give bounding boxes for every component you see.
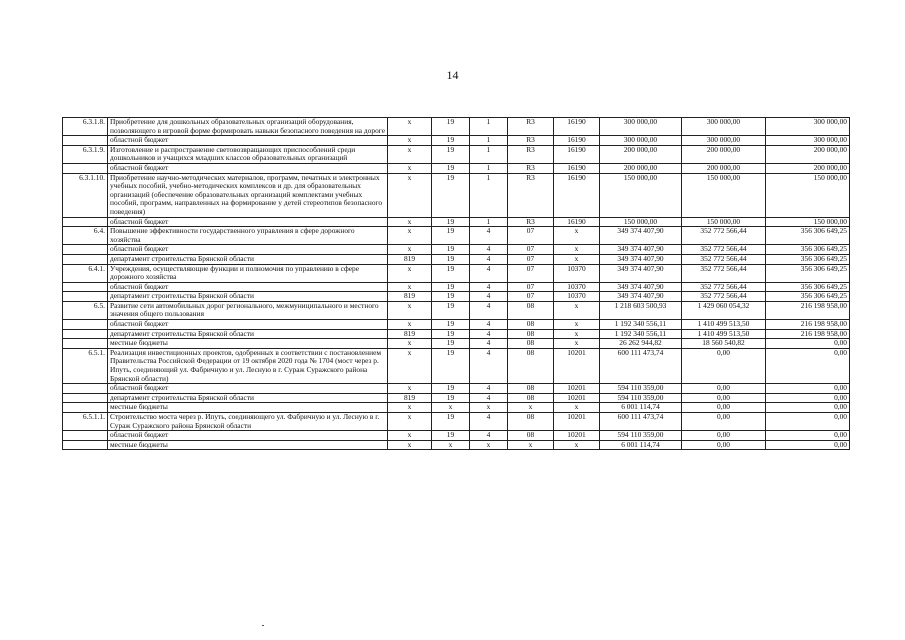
code-subprogram-cell: 4 bbox=[470, 393, 508, 403]
code-program-cell: 19 bbox=[432, 173, 470, 217]
code-program-cell: 19 bbox=[432, 245, 470, 255]
code-subprogram-cell: 1 bbox=[470, 118, 508, 136]
page-number: 14 bbox=[446, 68, 459, 82]
table-row bbox=[63, 384, 850, 394]
row-number-cell bbox=[63, 384, 108, 394]
amount-year3-cell: 150 000,00 bbox=[766, 217, 850, 227]
code-ministry-cell: x bbox=[388, 245, 432, 255]
description-cell: Приобретение научно-методических материалов, программ, печатных и электронных учебных пособий, учебно-методических комплексов и др. для образовательных организаций (обеспечение образовательных организаций комплектами учебных пособий, программ, направленных на формирование у детей стереотипов безопасного поведения) bbox=[108, 173, 388, 217]
amount-year1-cell: 594 110 359,00 bbox=[600, 384, 682, 394]
amount-year2-cell: 352 772 566,44 bbox=[682, 264, 766, 282]
row-number-cell bbox=[63, 163, 108, 173]
description-cell: Учреждения, осуществляющие функции и полномочия по управлению в сфере дорожного хозяйства bbox=[108, 264, 388, 282]
table-row bbox=[63, 292, 850, 302]
code-direction-cell: 07 bbox=[508, 245, 554, 255]
code-item-cell: x bbox=[554, 227, 600, 245]
amount-year1-cell: 600 111 473,74 bbox=[600, 413, 682, 431]
code-item-cell: 10201 bbox=[554, 384, 600, 394]
row-number-cell bbox=[63, 245, 108, 255]
code-subprogram-cell: 1 bbox=[470, 163, 508, 173]
code-item-cell: x bbox=[554, 320, 600, 330]
code-program-cell: 19 bbox=[432, 393, 470, 403]
code-ministry-cell: 819 bbox=[388, 393, 432, 403]
amount-year3-cell: 216 198 958,00 bbox=[766, 301, 850, 319]
code-item-cell: 10201 bbox=[554, 348, 600, 383]
code-direction-cell: 08 bbox=[508, 329, 554, 339]
amount-year1-cell: 594 110 359,00 bbox=[600, 431, 682, 441]
table-row bbox=[63, 217, 850, 227]
code-program-cell: 19 bbox=[432, 145, 470, 163]
amount-year3-cell: 356 306 649,25 bbox=[766, 264, 850, 282]
code-ministry-cell: x bbox=[388, 413, 432, 431]
code-item-cell: 10370 bbox=[554, 264, 600, 282]
table-row bbox=[63, 173, 850, 217]
code-ministry-cell: x bbox=[388, 403, 432, 413]
amount-year3-cell: 0,00 bbox=[766, 413, 850, 431]
amount-year1-cell: 150 000,00 bbox=[600, 173, 682, 217]
row-number-cell bbox=[63, 254, 108, 264]
amount-year3-cell: 0,00 bbox=[766, 393, 850, 403]
code-direction-cell: R3 bbox=[508, 173, 554, 217]
code-direction-cell: x bbox=[508, 403, 554, 413]
code-item-cell: x bbox=[554, 403, 600, 413]
code-program-cell: 19 bbox=[432, 348, 470, 383]
description-cell: департамент строительства Брянской области bbox=[108, 292, 388, 302]
table-row bbox=[63, 282, 850, 292]
amount-year2-cell: 1 429 060 054,32 bbox=[682, 301, 766, 319]
amount-year2-cell: 0,00 bbox=[682, 348, 766, 383]
code-ministry-cell: x bbox=[388, 145, 432, 163]
amount-year3-cell: 356 306 649,25 bbox=[766, 245, 850, 255]
code-ministry-cell: x bbox=[388, 136, 432, 146]
code-direction-cell: 07 bbox=[508, 254, 554, 264]
amount-year3-cell: 356 306 649,25 bbox=[766, 227, 850, 245]
description-cell: областной бюджет bbox=[108, 245, 388, 255]
code-direction-cell: R3 bbox=[508, 163, 554, 173]
code-ministry-cell: x bbox=[388, 227, 432, 245]
code-direction-cell: R3 bbox=[508, 145, 554, 163]
table-row bbox=[63, 320, 850, 330]
description-cell: местные бюджеты bbox=[108, 339, 388, 349]
amount-year1-cell: 349 374 407,90 bbox=[600, 245, 682, 255]
table-row bbox=[63, 136, 850, 146]
table-row bbox=[63, 145, 850, 163]
amount-year2-cell: 0,00 bbox=[682, 403, 766, 413]
row-number-cell: 6.5.1.1. bbox=[63, 413, 108, 431]
amount-year3-cell: 300 000,00 bbox=[766, 118, 850, 136]
row-number-cell bbox=[63, 393, 108, 403]
code-ministry-cell: x bbox=[388, 301, 432, 319]
description-cell: Реализация инвестиционных проектов, одобренных в соответствии с постановлением Правительства Российской Федерации от 19 октября 2020 года № 1704 (мост через р. Ипуть, соединяющий ул. Фабричную и ул. Лесную в г. Сураж Суражского района Брянской области) bbox=[108, 348, 388, 383]
code-ministry-cell: x bbox=[388, 217, 432, 227]
row-number-cell: 6.5.1. bbox=[63, 348, 108, 383]
table-row bbox=[63, 393, 850, 403]
description-cell: департамент строительства Брянской области bbox=[108, 329, 388, 339]
amount-year1-cell: 349 374 407,90 bbox=[600, 227, 682, 245]
amount-year1-cell: 349 374 407,90 bbox=[600, 264, 682, 282]
row-number-cell bbox=[63, 403, 108, 413]
description-cell: департамент строительства Брянской области bbox=[108, 254, 388, 264]
code-ministry-cell: x bbox=[388, 282, 432, 292]
amount-year2-cell: 1 410 499 513,50 bbox=[682, 320, 766, 330]
code-program-cell: 19 bbox=[432, 217, 470, 227]
code-item-cell: 16190 bbox=[554, 145, 600, 163]
code-direction-cell: R3 bbox=[508, 217, 554, 227]
amount-year2-cell: 0,00 bbox=[682, 384, 766, 394]
amount-year1-cell: 150 000,00 bbox=[600, 217, 682, 227]
code-program-cell: 19 bbox=[432, 136, 470, 146]
code-item-cell: x bbox=[554, 245, 600, 255]
code-ministry-cell: x bbox=[388, 431, 432, 441]
row-number-cell bbox=[63, 136, 108, 146]
amount-year3-cell: 200 000,00 bbox=[766, 145, 850, 163]
row-number-cell bbox=[63, 217, 108, 227]
row-number-cell: 6.4.1. bbox=[63, 264, 108, 282]
code-subprogram-cell: 4 bbox=[470, 245, 508, 255]
row-number-cell bbox=[63, 320, 108, 330]
amount-year1-cell: 200 000,00 bbox=[600, 145, 682, 163]
table-row bbox=[63, 413, 850, 431]
table-row bbox=[63, 431, 850, 441]
code-ministry-cell: 819 bbox=[388, 292, 432, 302]
description-cell: областной бюджет bbox=[108, 431, 388, 441]
code-item-cell: 10370 bbox=[554, 282, 600, 292]
code-direction-cell: 07 bbox=[508, 282, 554, 292]
code-program-cell: x bbox=[432, 403, 470, 413]
amount-year2-cell: 300 000,00 bbox=[682, 136, 766, 146]
amount-year1-cell: 349 374 407,90 bbox=[600, 292, 682, 302]
table-row bbox=[63, 227, 850, 245]
code-direction-cell: 08 bbox=[508, 393, 554, 403]
table-row bbox=[63, 329, 850, 339]
description-cell: местные бюджеты bbox=[108, 403, 388, 413]
description-cell: областной бюджет bbox=[108, 384, 388, 394]
amount-year3-cell: 0,00 bbox=[766, 384, 850, 394]
code-program-cell: 19 bbox=[432, 163, 470, 173]
amount-year3-cell: 0,00 bbox=[766, 403, 850, 413]
amount-year2-cell: 200 000,00 bbox=[682, 163, 766, 173]
amount-year3-cell: 356 306 649,25 bbox=[766, 282, 850, 292]
amount-year1-cell: 349 374 407,90 bbox=[600, 254, 682, 264]
code-item-cell: 10201 bbox=[554, 431, 600, 441]
code-subprogram-cell: 4 bbox=[470, 227, 508, 245]
amount-year2-cell: 0,00 bbox=[682, 431, 766, 441]
amount-year2-cell: 352 772 566,44 bbox=[682, 292, 766, 302]
code-program-cell: 19 bbox=[432, 264, 470, 282]
code-subprogram-cell: 4 bbox=[470, 413, 508, 431]
code-direction-cell: 07 bbox=[508, 292, 554, 302]
code-item-cell: 16190 bbox=[554, 217, 600, 227]
code-program-cell: 19 bbox=[432, 227, 470, 245]
description-cell: областной бюджет bbox=[108, 282, 388, 292]
code-direction-cell: R3 bbox=[508, 118, 554, 136]
code-subprogram-cell: 4 bbox=[470, 339, 508, 349]
code-item-cell: 16190 bbox=[554, 173, 600, 217]
amount-year2-cell: 300 000,00 bbox=[682, 118, 766, 136]
code-program-cell: 19 bbox=[432, 431, 470, 441]
description-cell: областной бюджет bbox=[108, 217, 388, 227]
code-subprogram-cell: 4 bbox=[470, 348, 508, 383]
description-cell: Изготовление и распространение световозвращающих приспособлений среди дошкольников и учащихся младших классов образовательных организаций bbox=[108, 145, 388, 163]
budget-table-body bbox=[63, 118, 850, 450]
amount-year3-cell: 216 198 958,00 bbox=[766, 320, 850, 330]
code-ministry-cell: x bbox=[388, 348, 432, 383]
code-item-cell: x bbox=[554, 329, 600, 339]
amount-year2-cell: 1 410 499 513,50 bbox=[682, 329, 766, 339]
code-program-cell: 19 bbox=[432, 118, 470, 136]
code-direction-cell: 08 bbox=[508, 413, 554, 431]
row-number-cell bbox=[63, 292, 108, 302]
code-subprogram-cell: 4 bbox=[470, 301, 508, 319]
description-cell: Повышение эффективности государственного управления в сфере дорожного хозяйства bbox=[108, 227, 388, 245]
code-subprogram-cell: x bbox=[470, 440, 508, 450]
table-row bbox=[63, 440, 850, 450]
table-row bbox=[63, 118, 850, 136]
amount-year1-cell: 1 192 340 556,11 bbox=[600, 329, 682, 339]
code-subprogram-cell: 1 bbox=[470, 145, 508, 163]
code-direction-cell: 08 bbox=[508, 384, 554, 394]
code-item-cell: 10201 bbox=[554, 393, 600, 403]
code-program-cell: x bbox=[432, 440, 470, 450]
amount-year2-cell: 200 000,00 bbox=[682, 145, 766, 163]
row-number-cell bbox=[63, 440, 108, 450]
amount-year1-cell: 6 001 114,74 bbox=[600, 440, 682, 450]
code-direction-cell: 08 bbox=[508, 301, 554, 319]
code-item-cell: 10370 bbox=[554, 292, 600, 302]
description-cell: департамент строительства Брянской области bbox=[108, 393, 388, 403]
code-item-cell: 10201 bbox=[554, 413, 600, 431]
amount-year3-cell: 216 198 958,00 bbox=[766, 329, 850, 339]
code-subprogram-cell: 1 bbox=[470, 173, 508, 217]
code-program-cell: 19 bbox=[432, 301, 470, 319]
code-program-cell: 19 bbox=[432, 384, 470, 394]
amount-year2-cell: 352 772 566,44 bbox=[682, 245, 766, 255]
row-number-cell: 6.3.1.9. bbox=[63, 145, 108, 163]
amount-year3-cell: 0,00 bbox=[766, 440, 850, 450]
code-ministry-cell: 819 bbox=[388, 329, 432, 339]
amount-year2-cell: 0,00 bbox=[682, 393, 766, 403]
table-row bbox=[63, 301, 850, 319]
amount-year1-cell: 1 192 340 556,11 bbox=[600, 320, 682, 330]
amount-year3-cell: 200 000,00 bbox=[766, 163, 850, 173]
amount-year2-cell: 352 772 566,44 bbox=[682, 227, 766, 245]
row-number-cell bbox=[63, 282, 108, 292]
code-subprogram-cell: x bbox=[470, 403, 508, 413]
code-direction-cell: 08 bbox=[508, 348, 554, 383]
code-direction-cell: 08 bbox=[508, 339, 554, 349]
code-direction-cell: 08 bbox=[508, 320, 554, 330]
code-program-cell: 19 bbox=[432, 320, 470, 330]
code-ministry-cell: x bbox=[388, 264, 432, 282]
amount-year2-cell: 0,00 bbox=[682, 413, 766, 431]
code-subprogram-cell: 4 bbox=[470, 320, 508, 330]
code-subprogram-cell: 1 bbox=[470, 217, 508, 227]
code-ministry-cell: x bbox=[388, 173, 432, 217]
table-row bbox=[63, 348, 850, 383]
page-mark bbox=[262, 625, 264, 626]
code-item-cell: 16190 bbox=[554, 163, 600, 173]
amount-year1-cell: 349 374 407,90 bbox=[600, 282, 682, 292]
description-cell: областной бюджет bbox=[108, 163, 388, 173]
row-number-cell: 6.3.1.8. bbox=[63, 118, 108, 136]
amount-year3-cell: 0,00 bbox=[766, 348, 850, 383]
table-row bbox=[63, 163, 850, 173]
table-row bbox=[63, 254, 850, 264]
code-ministry-cell: x bbox=[388, 440, 432, 450]
code-ministry-cell: 819 bbox=[388, 254, 432, 264]
code-item-cell: x bbox=[554, 440, 600, 450]
table-row bbox=[63, 245, 850, 255]
code-subprogram-cell: 1 bbox=[470, 136, 508, 146]
amount-year1-cell: 6 001 114,74 bbox=[600, 403, 682, 413]
code-ministry-cell: x bbox=[388, 163, 432, 173]
code-item-cell: 16190 bbox=[554, 118, 600, 136]
code-direction-cell: 08 bbox=[508, 431, 554, 441]
row-number-cell: 6.3.1.10. bbox=[63, 173, 108, 217]
code-program-cell: 19 bbox=[432, 339, 470, 349]
amount-year2-cell: 352 772 566,44 bbox=[682, 282, 766, 292]
budget-table bbox=[62, 117, 850, 450]
code-subprogram-cell: 4 bbox=[470, 254, 508, 264]
amount-year2-cell: 150 000,00 bbox=[682, 217, 766, 227]
code-item-cell: x bbox=[554, 254, 600, 264]
amount-year1-cell: 300 000,00 bbox=[600, 136, 682, 146]
amount-year1-cell: 300 000,00 bbox=[600, 118, 682, 136]
code-ministry-cell: x bbox=[388, 320, 432, 330]
description-cell: областной бюджет bbox=[108, 320, 388, 330]
amount-year1-cell: 1 218 603 500,93 bbox=[600, 301, 682, 319]
description-cell: Приобретение для дошкольных образовательных организаций оборудования, позволяющего в игровой форме формировать навыки безопасного поведения на дороге bbox=[108, 118, 388, 136]
code-direction-cell: 07 bbox=[508, 264, 554, 282]
row-number-cell: 6.4. bbox=[63, 227, 108, 245]
code-direction-cell: x bbox=[508, 440, 554, 450]
code-direction-cell: R3 bbox=[508, 136, 554, 146]
code-item-cell: x bbox=[554, 301, 600, 319]
code-ministry-cell: x bbox=[388, 118, 432, 136]
description-cell: Строительство моста через р. Ипуть, соединяющего ул. Фабричную и ул. Лесную в г. Сураж Суражского района Брянской области bbox=[108, 413, 388, 431]
code-subprogram-cell: 4 bbox=[470, 384, 508, 394]
amount-year2-cell: 352 772 566,44 bbox=[682, 254, 766, 264]
code-direction-cell: 07 bbox=[508, 227, 554, 245]
amount-year3-cell: 300 000,00 bbox=[766, 136, 850, 146]
amount-year2-cell: 18 560 540,82 bbox=[682, 339, 766, 349]
row-number-cell bbox=[63, 329, 108, 339]
code-program-cell: 19 bbox=[432, 254, 470, 264]
amount-year1-cell: 26 262 944,82 bbox=[600, 339, 682, 349]
row-number-cell bbox=[63, 339, 108, 349]
amount-year3-cell: 356 306 649,25 bbox=[766, 254, 850, 264]
code-subprogram-cell: 4 bbox=[470, 329, 508, 339]
amount-year2-cell: 0,00 bbox=[682, 440, 766, 450]
amount-year3-cell: 0,00 bbox=[766, 339, 850, 349]
description-cell: местные бюджеты bbox=[108, 440, 388, 450]
code-program-cell: 19 bbox=[432, 282, 470, 292]
amount-year3-cell: 356 306 649,25 bbox=[766, 292, 850, 302]
code-program-cell: 19 bbox=[432, 292, 470, 302]
table-row bbox=[63, 264, 850, 282]
amount-year1-cell: 200 000,00 bbox=[600, 163, 682, 173]
table-row bbox=[63, 403, 850, 413]
code-subprogram-cell: 4 bbox=[470, 282, 508, 292]
code-ministry-cell: x bbox=[388, 339, 432, 349]
code-subprogram-cell: 4 bbox=[470, 292, 508, 302]
table-row bbox=[63, 339, 850, 349]
amount-year1-cell: 594 110 359,00 bbox=[600, 393, 682, 403]
code-program-cell: 19 bbox=[432, 329, 470, 339]
amount-year3-cell: 0,00 bbox=[766, 431, 850, 441]
amount-year1-cell: 600 111 473,74 bbox=[600, 348, 682, 383]
description-cell: Развитие сети автомобильных дорог регионального, межмуниципального и местного значения общего пользования bbox=[108, 301, 388, 319]
code-item-cell: x bbox=[554, 339, 600, 349]
code-ministry-cell: x bbox=[388, 384, 432, 394]
row-number-cell: 6.5. bbox=[63, 301, 108, 319]
row-number-cell bbox=[63, 431, 108, 441]
description-cell: областной бюджет bbox=[108, 136, 388, 146]
code-subprogram-cell: 4 bbox=[470, 264, 508, 282]
code-subprogram-cell: 4 bbox=[470, 431, 508, 441]
amount-year3-cell: 150 000,00 bbox=[766, 173, 850, 217]
amount-year2-cell: 150 000,00 bbox=[682, 173, 766, 217]
code-program-cell: 19 bbox=[432, 413, 470, 431]
code-item-cell: 16190 bbox=[554, 136, 600, 146]
